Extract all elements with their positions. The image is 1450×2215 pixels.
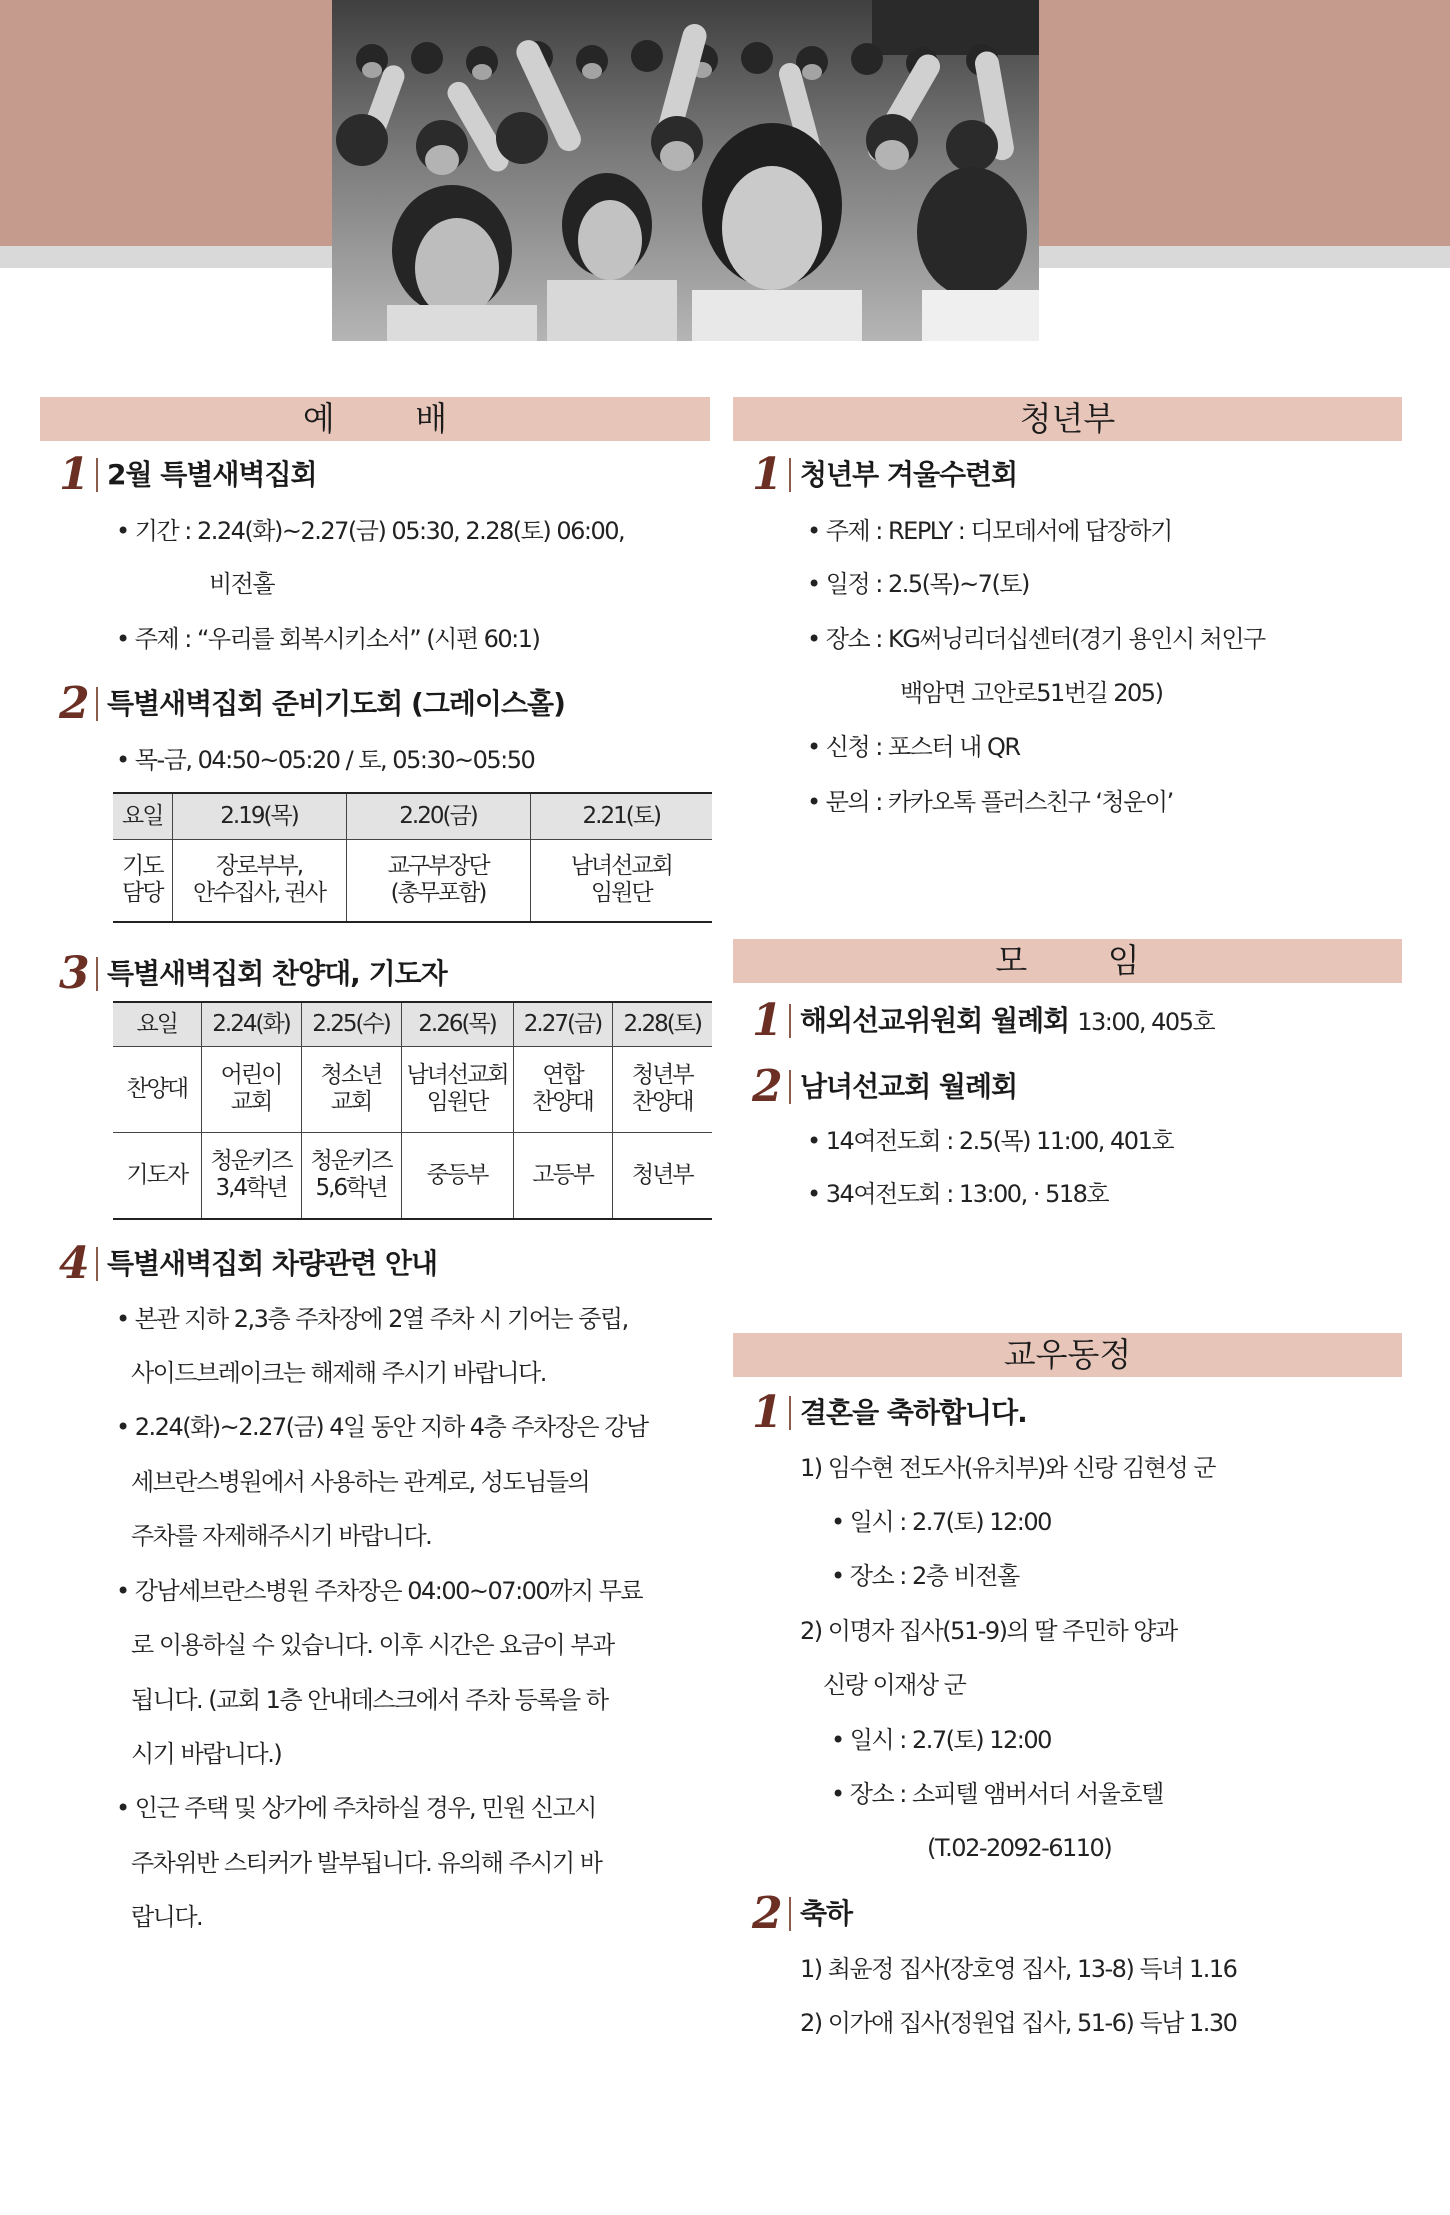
- table-cell: 어린이 교회: [201, 1046, 301, 1132]
- table-cell: 남녀선교회 임원단: [530, 839, 712, 922]
- member-news-line: 신랑 이재상 군: [823, 1671, 966, 1699]
- worship-item-title: 특별새벽집회 찬양대, 기도자: [107, 957, 447, 990]
- table-cell: 교구부장단 (총무포함): [346, 839, 530, 922]
- table-header-cell: 2.24(화): [201, 1002, 301, 1046]
- member-news-line: 2) 이명자 집사(51-9)의 딸 주민하 양과: [800, 1617, 1177, 1645]
- worship-section-header: 예 배: [40, 397, 710, 441]
- member-news-item-title: 결혼을 축하합니다.: [800, 1396, 1027, 1429]
- table-cell: 장로부부, 안수집사, 권사: [172, 839, 346, 922]
- worship-item-line: • 기간 : 2.24(화)~2.27(금) 05:30, 2.28(토) 06:00,: [116, 517, 625, 545]
- member-news-line: • 장소 : 2층 비전홀: [831, 1562, 1019, 1590]
- member-news-line: • 일시 : 2.7(토) 12:00: [831, 1726, 1051, 1754]
- parking-notice-line: 세브란스병원에서 사용하는 관계로, 성도님들의: [131, 1468, 590, 1496]
- parking-notice-line: • 2.24(화)~2.27(금) 4일 동안 지하 4층 주차장은 강남: [116, 1413, 648, 1441]
- item-divider: [96, 957, 98, 991]
- table-header-cell: 2.25(수): [301, 1002, 401, 1046]
- youth-item-line: • 장소 : KG써닝리더십센터(경기 용인시 처인구: [807, 625, 1265, 653]
- parking-notice-line: 시기 바랍니다.): [131, 1740, 282, 1768]
- table-header-cell: 2.20(금): [346, 793, 530, 839]
- youth-item-number: 1: [752, 449, 783, 500]
- parking-notice-line: 됩니다. (교회 1층 안내데스크에서 주차 등록을 하: [131, 1686, 608, 1714]
- item-divider: [789, 458, 791, 492]
- meetings-section-header: 모 임: [733, 939, 1402, 983]
- item-divider: [789, 1897, 791, 1931]
- member-news-line: 2) 이가애 집사(정원업 집사, 51-6) 득남 1.30: [800, 2009, 1237, 2037]
- item-divider: [96, 1247, 98, 1281]
- table-cell: 연합 찬양대: [513, 1046, 612, 1132]
- parking-notice-line: 랍니다.: [131, 1903, 203, 1931]
- meeting-item-title: [800, 1001, 1214, 1042]
- parking-notice-line: • 인근 주택 및 상가에 주차하실 경우, 민원 신고시: [116, 1794, 596, 1822]
- meeting-time-note: 13:00, 405호: [1077, 1008, 1215, 1036]
- table-header-cell: 2.26(목): [401, 1002, 513, 1046]
- table-cell: 청소년 교회: [301, 1046, 401, 1132]
- meeting-title-text: 해외선교위원회 월례회: [800, 1004, 1070, 1037]
- table-cell: 고등부: [513, 1132, 612, 1219]
- member-news-line: • 일시 : 2.7(토) 12:00: [831, 1508, 1051, 1536]
- item-divider: [789, 1070, 791, 1104]
- parking-notice-line: 로 이용하실 수 있습니다. 이후 시간은 요금이 부과: [131, 1631, 614, 1659]
- member-news-item-number: 1: [752, 1387, 783, 1438]
- member-news-line: • 장소 : 소피텔 앰버서더 서울호텔: [831, 1780, 1163, 1808]
- member-news-line: 1) 최윤정 집사(장호영 집사, 13-8) 득녀 1.16: [800, 1955, 1237, 1983]
- parking-notice-line: • 본관 지하 2,3층 주차장에 2열 주차 시 기어는 중립,: [116, 1305, 628, 1333]
- worship-item-title: 특별새벽집회 준비기도회 (그레이스홀): [107, 687, 565, 720]
- table-row-label: 기도 담당: [113, 839, 172, 922]
- table-cell: 남녀선교회 임원단: [401, 1046, 513, 1132]
- youth-item-line: • 문의 : 카카오톡 플러스친구 ‘청운이’: [807, 788, 1173, 816]
- meeting-item-line: • 34여전도회 : 13:00, · 518호: [807, 1180, 1109, 1208]
- table-row-label: 찬양대: [113, 1046, 201, 1132]
- table-cell: 청운키즈 5,6학년: [301, 1132, 401, 1219]
- prayer-meeting-table: [113, 792, 712, 923]
- worship-item-line: 비전홀: [209, 570, 275, 598]
- table-header-cell: 2.19(목): [172, 793, 346, 839]
- worship-item-number: 1: [59, 449, 90, 500]
- table-cell: 청년부 찬양대: [612, 1046, 712, 1132]
- youth-item-line: • 일정 : 2.5(목)~7(토): [807, 570, 1029, 598]
- worship-item-line: • 주제 : “우리를 회복시키소서” (시편 60:1): [116, 625, 540, 653]
- table-row-label: 기도자: [113, 1132, 201, 1219]
- worship-event-photo: [332, 0, 1039, 341]
- table-cell: 청년부: [612, 1132, 712, 1219]
- member-news-section-header: 교우동정: [733, 1333, 1402, 1377]
- item-divider: [96, 687, 98, 721]
- youth-item-line: • 주제 : REPLY : 디모데서에 답장하기: [807, 517, 1172, 545]
- member-news-item-number: 2: [752, 1888, 783, 1939]
- table-header-cell: 2.21(토): [530, 793, 712, 839]
- worship-item-number: 2: [59, 678, 90, 729]
- youth-item-title: 청년부 겨울수련회: [800, 458, 1018, 491]
- worship-item-number: 3: [59, 948, 90, 999]
- item-divider: [96, 458, 98, 492]
- member-news-line: 1) 임수현 전도사(유치부)와 신랑 김현성 군: [800, 1454, 1215, 1482]
- parking-notice-line: • 강남세브란스병원 주차장은 04:00~07:00까지 무료: [116, 1577, 643, 1605]
- table-header-cell: 2.27(금): [513, 1002, 612, 1046]
- table-cell: 청운키즈 3,4학년: [201, 1132, 301, 1219]
- worship-item-line: • 목-금, 04:50~05:20 / 토, 05:30~05:50: [116, 746, 535, 774]
- worship-item-title: 특별새벽집회 차량관련 안내: [107, 1247, 438, 1280]
- parking-notice-line: 주차를 자제해주시기 바랍니다.: [131, 1522, 432, 1550]
- choir-prayer-table: [113, 1001, 712, 1220]
- table-header-cell: 요일: [113, 1002, 201, 1046]
- item-divider: [789, 1004, 791, 1038]
- table-header-cell: 2.28(토): [612, 1002, 712, 1046]
- table-header-cell: 요일: [113, 793, 172, 839]
- worship-item-number: 4: [59, 1238, 90, 1289]
- youth-item-line: 백암면 고안로51번길 205): [900, 679, 1163, 707]
- member-news-line: (T.02-2092-6110): [927, 1834, 1112, 1862]
- meeting-item-title: 남녀선교회 월례회: [800, 1070, 1018, 1103]
- meeting-item-number: 1: [752, 995, 783, 1046]
- parking-notice-line: 사이드브레이크는 해제해 주시기 바랍니다.: [131, 1359, 546, 1387]
- meeting-item-line: • 14여전도회 : 2.5(목) 11:00, 401호: [807, 1127, 1174, 1155]
- youth-item-line: • 신청 : 포스터 내 QR: [807, 733, 1020, 761]
- worship-item-title: 2월 특별새벽집회: [107, 458, 317, 491]
- member-news-item-title: 축하: [800, 1897, 853, 1930]
- item-divider: [789, 1396, 791, 1430]
- table-cell: 중등부: [401, 1132, 513, 1219]
- youth-section-header: 청년부: [733, 397, 1402, 441]
- meeting-item-number: 2: [752, 1061, 783, 1112]
- parking-notice-line: 주차위반 스티커가 발부됩니다. 유의해 주시기 바: [131, 1849, 602, 1877]
